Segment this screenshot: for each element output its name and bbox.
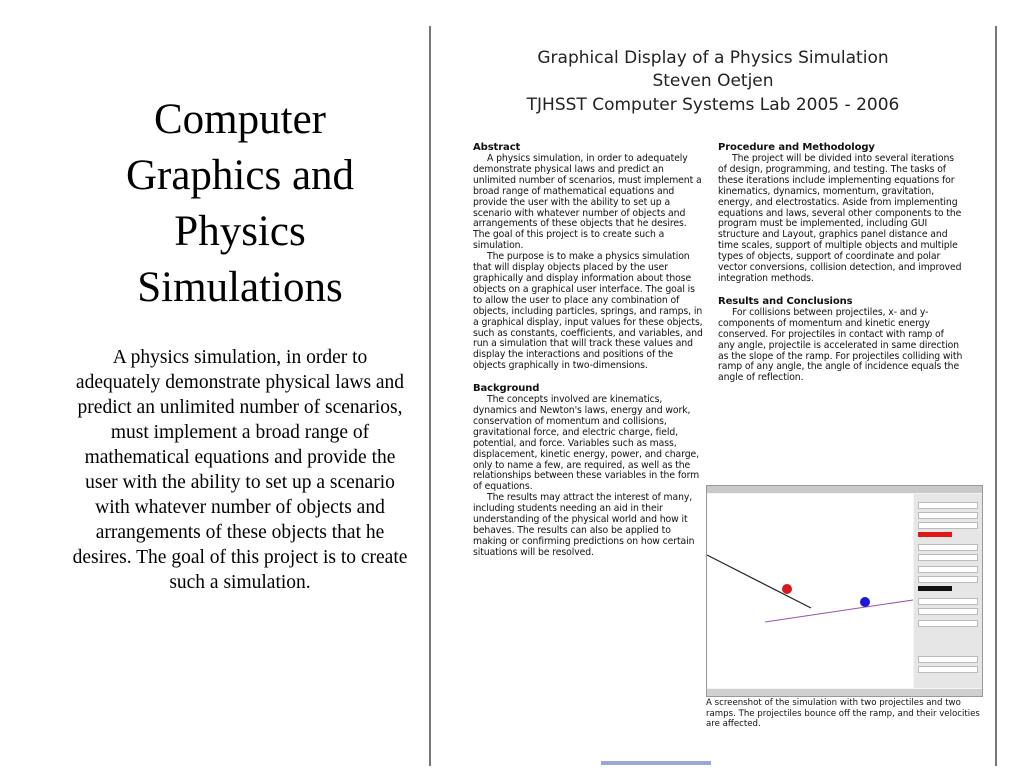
panel-field xyxy=(918,544,978,551)
page-bottom-scroll-mark xyxy=(601,761,711,765)
panel-field xyxy=(918,656,978,663)
background-heading: Background xyxy=(473,383,540,395)
simulation-screenshot xyxy=(706,485,983,697)
procedure-heading: Procedure and Methodology xyxy=(718,142,875,153)
simulation-control-panel xyxy=(914,494,983,688)
panel-field xyxy=(918,666,978,673)
panel-field xyxy=(918,620,978,627)
screenshot-caption: A screenshot of the simulation with two projectiles and two ramps. The projectiles bounce off the ramp, and their velocities are affected. xyxy=(706,698,980,729)
background-paragraph-1: The concepts involved are kinematics, dynamics and Newton's laws, energy and work, conservation of momentum and collisions, gravitational force, and electric charge, field, potential, and force. Variables such as mass, displacement, kinetic energy, power, and charge, only to name a few, are required, as well as the relationships between these variables in the form of equations. xyxy=(473,394,700,493)
panel-field xyxy=(918,522,978,529)
panel-field xyxy=(918,502,978,509)
abstract-heading: Abstract xyxy=(473,142,521,153)
simulation-drawing xyxy=(707,494,913,688)
projectile-red xyxy=(782,584,792,594)
projectile-blue xyxy=(860,597,870,607)
slide-title: Computer Graphics and Physics Simulations xyxy=(125,96,355,311)
ramp-dark xyxy=(707,555,811,608)
poster-venue: TJHSST Computer Systems Lab 2005 - 2006 xyxy=(526,95,900,115)
panel-field xyxy=(918,566,978,573)
simulation-canvas xyxy=(707,494,913,688)
procedure-paragraph: The project will be divided into several iterations of design, programming, and testing. The tasks of these iterations include implementing equations for kinematics, dynamics, momentum, gravitation, energy, and electrostatics. Aside from implementing equations and laws, several other components to the program must be implemented, including GUI structure and Layout, graphics panel distance and time scales, support of multiple objects and multiple types of objects, support of coordinate and polar vector conversions, collision detection, and improved integration methods. xyxy=(718,153,962,284)
poster-right-column xyxy=(718,142,963,384)
results-heading: Results and Conclusions xyxy=(718,295,853,307)
panel-field xyxy=(918,598,978,605)
poster-left-column xyxy=(473,142,706,559)
abstract-paragraph-2: The purpose is to make a physics simulation that will display objects placed by the user graphically and display information about those objects on a graphical user interface. The goal is to allow the user to place any combination of objects, including particles, springs, and ramps, in a graphical display, input values for these objects, such as constants, coefficients, and variables, and run a simulation that will track these values and display the interactions and positions of the objects graphically in two-dimensions. xyxy=(473,251,703,372)
panel-field xyxy=(918,608,978,615)
background-paragraph-2: The results may attract the interest of many, including students needing an aid in their understanding of the physical world and how it behaves. The results can also be applied to making or confirming predictions on how certain situations will be resolved. xyxy=(473,492,695,558)
panel-field xyxy=(918,554,978,561)
poster-page xyxy=(429,26,997,766)
panel-field xyxy=(918,512,978,519)
panel-red-bar xyxy=(918,532,952,537)
simulation-window-titlebar xyxy=(707,486,982,493)
abstract-paragraph-1: A physics simulation, in order to adequately demonstrate physical laws and predict an unlimited number of scenarios, must implement a broad range of mathematical equations and provide the user with the ability to set up a scenario with whatever number of objects and arrangements of these objects that he desires. The goal of this project is to create such a simulation. xyxy=(473,153,702,252)
panel-field xyxy=(918,576,978,583)
ramp-purple xyxy=(765,600,913,622)
simulation-taskbar xyxy=(707,689,982,697)
slide-body-text: A physics simulation, in order to adequately demonstrate physical laws and predict an unlimited number of scenarios, must implement a broad range of mathematical equations and provide the user with the ability to set up a scenario with whatever number of objects and arrangements of these objects that he desires. The goal of this project is to create such a simulation. xyxy=(72,347,408,593)
panel-black-bar xyxy=(918,586,952,591)
poster-title: Graphical Display of a Physics Simulation xyxy=(537,48,889,68)
poster-author: Steven Oetjen xyxy=(652,71,774,91)
results-paragraph: For collisions between projectiles, x- and y-components of momentum and kinetic energy conserved. For projectiles in contact with ramp of any angle, projectile is accelerated in same direction as the slope of the ramp. For projectiles colliding with ramp of any angle, the angle of incidence equals the angle of reflection. xyxy=(718,306,963,384)
